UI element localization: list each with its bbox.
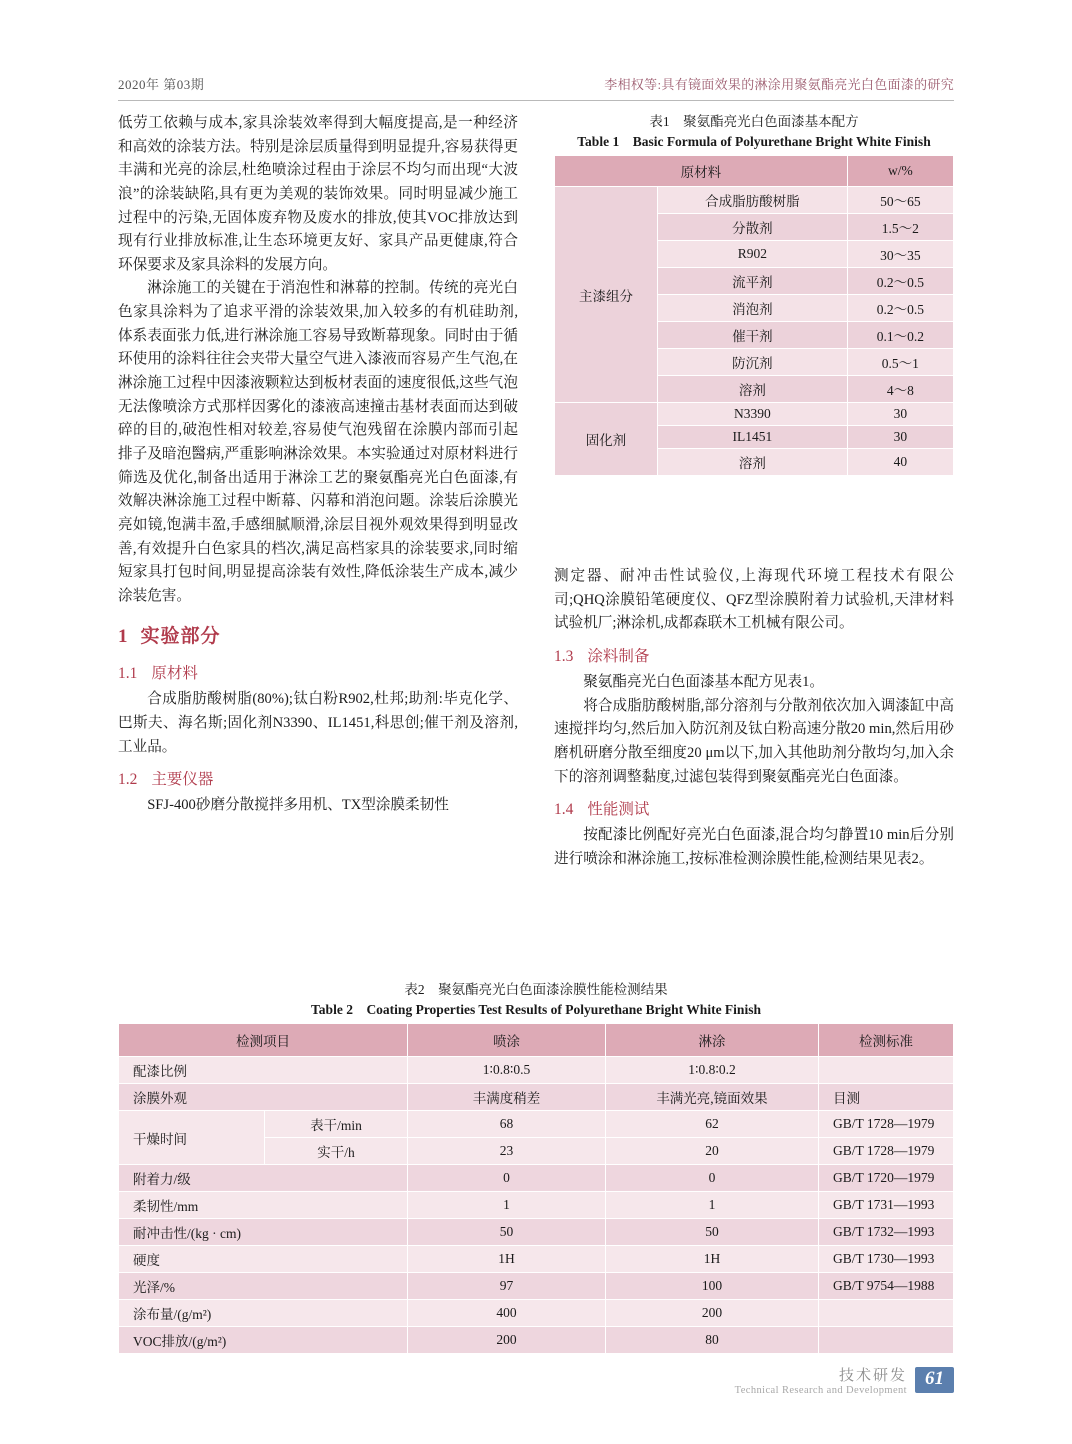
paragraph-continued: 低劳工依赖与成本,家具涂装效率得到大幅度提高,是一种经济和高效的涂装方法。特别是涂层质量得到明显提升,容易获得更丰满和光亮的涂层,杜绝喷涂过程由于涂层不均匀而出现“大波浪”的涂装缺陷,具有更为美观的装饰效果。同时明显减少施工过程中的污染,无固体废弃物及废水的排放,使其VOC排放达到现有行业排放标准,让生态环境更友好、家具产品更健康,符合环保要求及家具涂料的发展方向。 [118, 115, 518, 273]
table-row [119, 1246, 954, 1273]
table1-caption-en: Table 1 Basic Formula of Polyurethane Bright White Finish [577, 133, 931, 149]
table-row [119, 1165, 954, 1192]
subsection-number-13: 1.3 [554, 647, 574, 665]
table2-block [118, 980, 954, 1354]
table1-body [555, 187, 954, 476]
paragraph-prep-a: 聚氨酯亮光白色面漆基本配方见表1。 [583, 674, 824, 691]
table1-cell-value: 0.2～0.5 [847, 295, 953, 322]
table-row [119, 1273, 954, 1300]
table2-cell-spray: 68 [408, 1111, 606, 1138]
table2-cell-subitem: 表干/min [265, 1111, 408, 1138]
table1-cell-value: 30 [847, 403, 953, 426]
subsection-number-14: 1.4 [554, 801, 574, 819]
table2-header-spray: 喷涂 [408, 1024, 606, 1057]
table2-cell-item: 耐冲击性/(kg · cm) [119, 1219, 408, 1246]
table1-cell-name: 溶剂 [658, 449, 848, 476]
table2-cell-spray: 400 [408, 1300, 606, 1327]
table1-cell-name: 溶剂 [658, 376, 848, 403]
paragraph-instruments-continued: 测定器、耐冲击性试验仪,上海现代环境工程技术有限公司;QHQ涂膜铅笔硬度仪、QFZ型涂膜附着力试验机,天津材料试验机厂;淋涂机,成都森联木工机械有限公司。 [554, 568, 954, 632]
table1-cell-name: IL1451 [658, 426, 848, 449]
table2-cell-standard: GB/T 1731—1993 [819, 1192, 954, 1219]
table1-cell-value: 40 [847, 449, 953, 476]
table2-cell-subitem: 实干/h [265, 1138, 408, 1165]
table1-cell-name: R902 [658, 241, 848, 268]
table2-cell-standard [819, 1057, 954, 1084]
table2-cell-curtain: 62 [606, 1111, 819, 1138]
table2-cell-item: 硬度 [119, 1246, 408, 1273]
table1-cell-value: 50～65 [847, 187, 953, 214]
table1-caption [554, 112, 954, 151]
header-issue: 2020年 第03期 [118, 77, 205, 92]
section-title-1: 实验部分 [140, 626, 221, 648]
table1-cell-value: 30～35 [847, 241, 953, 268]
table2-cell-spray: 200 [408, 1327, 606, 1354]
table-row [555, 403, 954, 426]
table-row [119, 1057, 954, 1084]
table1-cell-name: 催干剂 [658, 322, 848, 349]
page-header [118, 74, 954, 101]
table2-cell-standard: GB/T 1732—1993 [819, 1219, 954, 1246]
page-footer [634, 1364, 954, 1396]
table2-caption-cn: 表2 聚氨酯亮光白色面漆涂膜性能检测结果 [404, 982, 668, 997]
table2-cell-standard: GB/T 1728—1979 [819, 1111, 954, 1138]
table2-cell-standard: GB/T 9754—1988 [819, 1273, 954, 1300]
page-number: 61 [915, 1367, 954, 1393]
table2-cell-curtain: 20 [606, 1138, 819, 1165]
table1-cell-value: 1.5～2 [847, 214, 953, 241]
section-number-1: 1 [118, 626, 129, 648]
table2-body [119, 1057, 954, 1354]
table1-cell-name: 分散剂 [658, 214, 848, 241]
table2-cell-item: 涂布量/(g/m²) [119, 1300, 408, 1327]
table1-caption-cn: 表1 聚氨酯亮光白色面漆基本配方 [649, 114, 859, 129]
table2-cell-spray: 丰满度稍差 [408, 1084, 606, 1111]
table2-caption [118, 980, 954, 1019]
header-article-title: 李相权等:具有镜面效果的淋涂用聚氨酯亮光白色面漆的研究 [604, 77, 954, 92]
table2-cell-item: 配漆比例 [119, 1057, 408, 1084]
table2-cell-spray: 1 [408, 1192, 606, 1219]
table2-cell-curtain: 1H [606, 1246, 819, 1273]
table1-group-label-hardener: 固化剂 [555, 403, 658, 476]
subsection-title-14: 性能测试 [587, 801, 650, 819]
table2-cell-curtain: 80 [606, 1327, 819, 1354]
footer-label-cn: 技术研发 [838, 1368, 907, 1384]
subsection-heading-14 [554, 797, 954, 822]
table1-cell-value: 30 [847, 426, 953, 449]
table1-cell-name: 消泡剂 [658, 295, 848, 322]
paragraph-testing: 按配漆比例配好亮光白色面漆,混合均匀静置10 min后分别进行喷涂和淋涂施工,按标准检测涂膜性能,检测结果见表2。 [554, 827, 954, 867]
table2-cell-standard: GB/T 1720—1979 [819, 1165, 954, 1192]
paragraph-instruments: SFJ-400砂磨分散搅拌多用机、TX型涂膜柔韧性 [147, 797, 449, 814]
table2-cell-item: VOC排放/(g/m²) [119, 1327, 408, 1354]
subsection-title-11: 原材料 [151, 665, 198, 683]
table2-cell-item: 柔韧性/mm [119, 1192, 408, 1219]
table2-cell-curtain: 1 [606, 1192, 819, 1219]
table2-cell-curtain: 丰满光亮,镜面效果 [606, 1084, 819, 1111]
table2-cell-spray: 1H [408, 1246, 606, 1273]
footer-section-label [735, 1364, 907, 1396]
table2-cell-curtain: 50 [606, 1219, 819, 1246]
table1-cell-name: N3390 [658, 403, 848, 426]
table2-header-standard: 检测标准 [819, 1024, 954, 1057]
table1-cell-value: 0.2～0.5 [847, 268, 953, 295]
table1-cell-name: 流平剂 [658, 268, 848, 295]
table-row [555, 187, 954, 214]
table2-header-item: 检测项目 [119, 1024, 408, 1057]
table1-header-weight: w/% [847, 156, 953, 187]
table2-cell-item: 涂膜外观 [119, 1084, 408, 1111]
paragraph-intro: 淋涂施工的关键在于消泡性和淋幕的控制。传统的亮光白色家具涂料为了追求平滑的涂装效果,加入较多的有机硅助剂,体系表面张力低,进行淋涂施工容易导致断幕现象。同时由于循环使用的涂料往往会夹带大量空气进入漆液而容易产生气泡,在淋涂施工过程中因漆液颗粒达到板材表面的速度很低,这些气泡无法像喷涂方式那样因雾化的漆液高速撞击基材表面而达到破碎的目的,破泡性相对较差,容易使气泡残留在涂膜内部而引起排子及暗泡醫病,严重影响淋涂效果。本实验通过对原材料进行筛选及优化,制备出适用于淋涂工艺的聚氨酯亮光白色面漆,有效解决淋涂施工过程中断幕、闪幕和消泡问题。涂装后涂膜光亮如镜,饱满丰盈,手感细腻顺滑,涂层目视外观效果得到明显改善,有效提升白色家具的档次,满足高档家具的涂装要求,同时缩短家具打包时间,明显提高涂装有效性,降低涂装生产成本,减少涂装危害。 [118, 280, 518, 604]
subsection-heading-12 [118, 767, 518, 792]
subsection-number-12: 1.2 [118, 771, 138, 789]
table2-cell-standard: 目测 [819, 1084, 954, 1111]
paragraph-materials: 合成脂肪酸树脂(80%);钛白粉R902,杜邦;助剂:毕克化学、巴斯夫、海名斯;固化剂N3390、IL1451,科思创;催干剂及溶剂,工业品。 [118, 691, 518, 755]
section-heading-1 [118, 622, 518, 653]
table-row [119, 1111, 954, 1138]
table2 [118, 1023, 954, 1354]
table2-cell-item: 光泽/% [119, 1273, 408, 1300]
table1 [554, 155, 954, 476]
table2-header-row [119, 1024, 954, 1057]
paragraph-prep-b: 将合成脂肪酸树脂,部分溶剂与分散剂依次加入调漆缸中高速搅拌均匀,然后加入防沉剂及钛白粉高速分散20 min,然后用砂磨机研磨分散至细度20 μm以下,加入其他助剂分散均匀,加入余下的溶剂调整黏度,过滤包装得到聚氨酯亮光白色面漆。 [554, 697, 954, 785]
table2-cell-spray: 97 [408, 1273, 606, 1300]
table1-header-row [555, 156, 954, 187]
table-row [119, 1192, 954, 1219]
table2-cell-standard [819, 1327, 954, 1354]
subsection-title-13: 涂料制备 [587, 647, 650, 665]
table1-cell-value: 0.1～0.2 [847, 322, 953, 349]
table2-cell-spray: 50 [408, 1219, 606, 1246]
table1-cell-value: 4～8 [847, 376, 953, 403]
table1-cell-name: 防沉剂 [658, 349, 848, 376]
subsection-heading-11 [118, 661, 518, 686]
subsection-title-12: 主要仪器 [151, 771, 214, 789]
table2-cell-curtain: 0 [606, 1165, 819, 1192]
footer-label-en: Technical Research and Development [734, 1385, 907, 1396]
table2-cell-standard: GB/T 1728—1979 [819, 1138, 954, 1165]
table-row [119, 1300, 954, 1327]
table-row [119, 1327, 954, 1354]
table2-cell-spray: 0 [408, 1165, 606, 1192]
table1-block [554, 112, 954, 476]
table-row [119, 1084, 954, 1111]
table1-group-label-main: 主漆组分 [555, 187, 658, 403]
table2-cell-item: 干燥时间 [119, 1111, 265, 1165]
table2-cell-standard: GB/T 1730—1993 [819, 1246, 954, 1273]
table-row [119, 1219, 954, 1246]
table2-caption-en: Table 2 Coating Properties Test Results of Polyurethane Bright White Finish [311, 1001, 761, 1017]
table2-header-curtain: 淋涂 [606, 1024, 819, 1057]
table2-cell-item: 附着力/级 [119, 1165, 408, 1192]
table2-cell-standard [819, 1300, 954, 1327]
subsection-heading-13 [554, 644, 954, 669]
right-column [554, 565, 954, 872]
table2-cell-spray: 23 [408, 1138, 606, 1165]
table2-cell-curtain: 200 [606, 1300, 819, 1327]
table1-cell-name: 合成脂肪酸树脂 [658, 187, 848, 214]
table1-header-material: 原材料 [555, 156, 848, 187]
table2-cell-curtain: 1∶0.8∶0.2 [606, 1057, 819, 1084]
table2-cell-spray: 1∶0.8∶0.5 [408, 1057, 606, 1084]
left-column [118, 112, 518, 818]
subsection-number-11: 1.1 [118, 665, 138, 683]
table2-cell-curtain: 100 [606, 1273, 819, 1300]
table1-cell-value: 0.5～1 [847, 349, 953, 376]
